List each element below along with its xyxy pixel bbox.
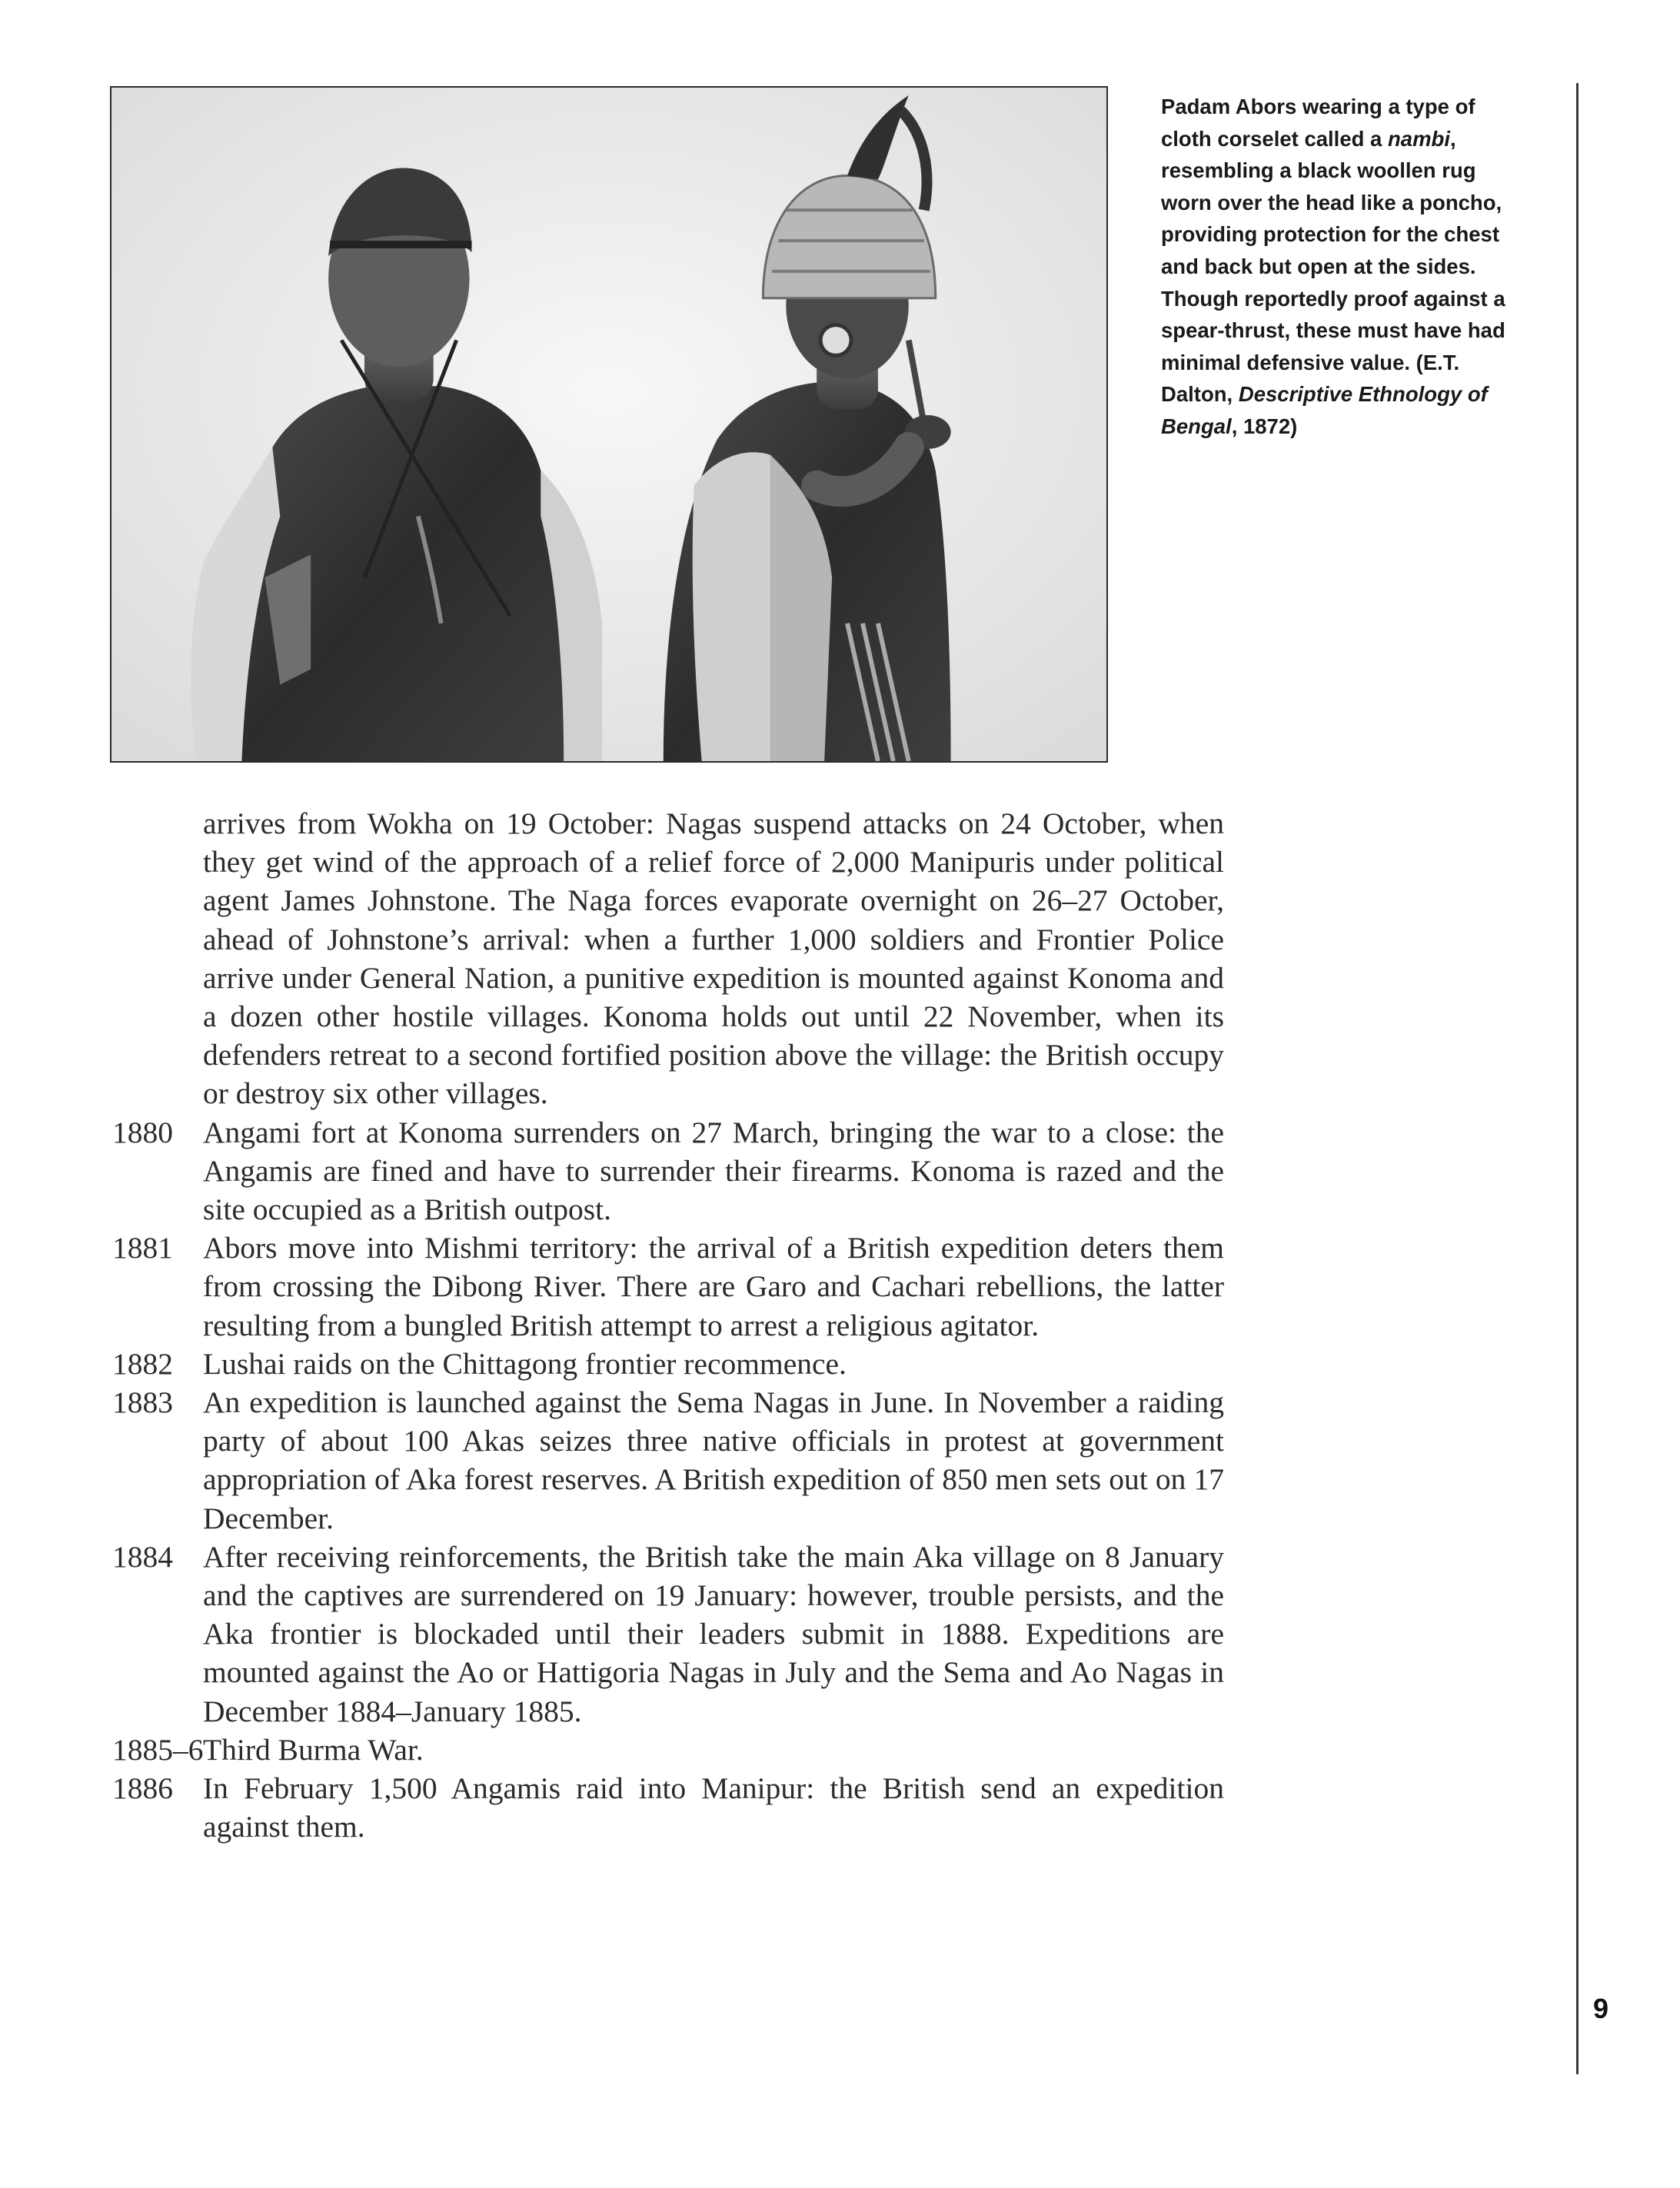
continuation-text: arrives from Wokha on 19 October: Nagas suspend attacks on 24 October, when they get wind of the approach of a relief force of 2,000 Manipuris under political agent James Johnstone. The Naga forces evaporate overnight on 26–27 October, ahead of Johnstone’s arrival: when a further 1,000 soldiers and Frontier Police arrive under General Nation, a punitive expedition is mounted against Konoma and a dozen other hostile villages. Konoma holds out until 22 November, when its defenders retreat to a second fortified position above the village: the British occupy or destroy six other villages.: [203, 806, 1224, 1111]
figure-photograph: [110, 86, 1108, 763]
caption-italic-text: nambi: [1387, 126, 1450, 151]
chronology-entries: [112, 1113, 1224, 1847]
chronology-entry: [112, 1769, 1224, 1846]
caption-italic-text: Descriptive Ethnology of Bengal: [1161, 382, 1488, 438]
entry-text: After receiving reinforcements, the British take the main Aka village on 8 January and the captives are surrendered on 19 January: however, trouble persists, and the Aka frontier is blockaded until their leaders submit in 1888. Expeditions are mounted against the Ao or Hattigoria Nagas in July and the Sema and Ao Nagas in December 1884–January 1885.: [203, 1539, 1224, 1728]
chronology-list: [112, 804, 1224, 1846]
entry-year: 1881: [112, 1231, 173, 1265]
entry-year: 1884: [112, 1539, 173, 1574]
entry-text: In February 1,500 Angamis raid into Manipur: the British send an expedition against them.: [203, 1771, 1224, 1844]
chronology-entry: [112, 1345, 1112, 1383]
chronology-entry: [112, 1383, 1224, 1538]
photograph-two-padam-abor-men: [111, 88, 1106, 761]
page-number: 9: [1593, 1993, 1609, 2024]
entry-text: Angami fort at Konoma surrenders on 27 March, bringing the war to a close: the Angamis are fined and have to surrender their firearms. Konoma is razed and the site occupied as a British outpost.: [203, 1115, 1224, 1227]
entry-text: Third Burma War.: [203, 1732, 424, 1767]
chronology-entry: [112, 1229, 1224, 1345]
entry-year: 1883: [112, 1385, 173, 1420]
column-divider: [1576, 83, 1579, 2074]
chronology-entry: [112, 1113, 1224, 1229]
entry-year: 1885–6: [112, 1732, 204, 1767]
chronology-entry: [112, 1731, 1112, 1769]
caption-text: , resembling a black woollen rug worn over the head like a poncho, providing protection for the chest and back but open at the sides. Though reportedly proof against a spear-thrust, these must have had minimal defensive value. (E.T. Dalton,: [1161, 126, 1505, 407]
chronology-continuation: [112, 804, 1224, 1113]
entry-year: 1886: [112, 1771, 173, 1806]
entry-year: 1882: [112, 1346, 173, 1381]
entry-year: 1880: [112, 1115, 173, 1149]
figure-caption: [1161, 91, 1522, 443]
entry-text: Abors move into Mishmi territory: the arrival of a British expedition deters them from crossing the Dibong River. There are Garo and Cachari rebellions, the latter resulting from a bungled British attempt to arrest a religious agitator.: [203, 1231, 1224, 1342]
caption-text: , 1872): [1231, 414, 1298, 438]
entry-text: An expedition is launched against the Sema Nagas in June. In November a raiding party of about 100 Akas seizes three native officials in protest at government appropriation of Aka forest reserves. A British expedition of 850 men sets out on 17 December.: [203, 1385, 1224, 1535]
chronology-entry: [112, 1538, 1224, 1731]
entry-text: Lushai raids on the Chittagong frontier recommence.: [203, 1346, 847, 1381]
caption-text: Padam Abors wearing a type of cloth corselet called a: [1161, 95, 1475, 151]
